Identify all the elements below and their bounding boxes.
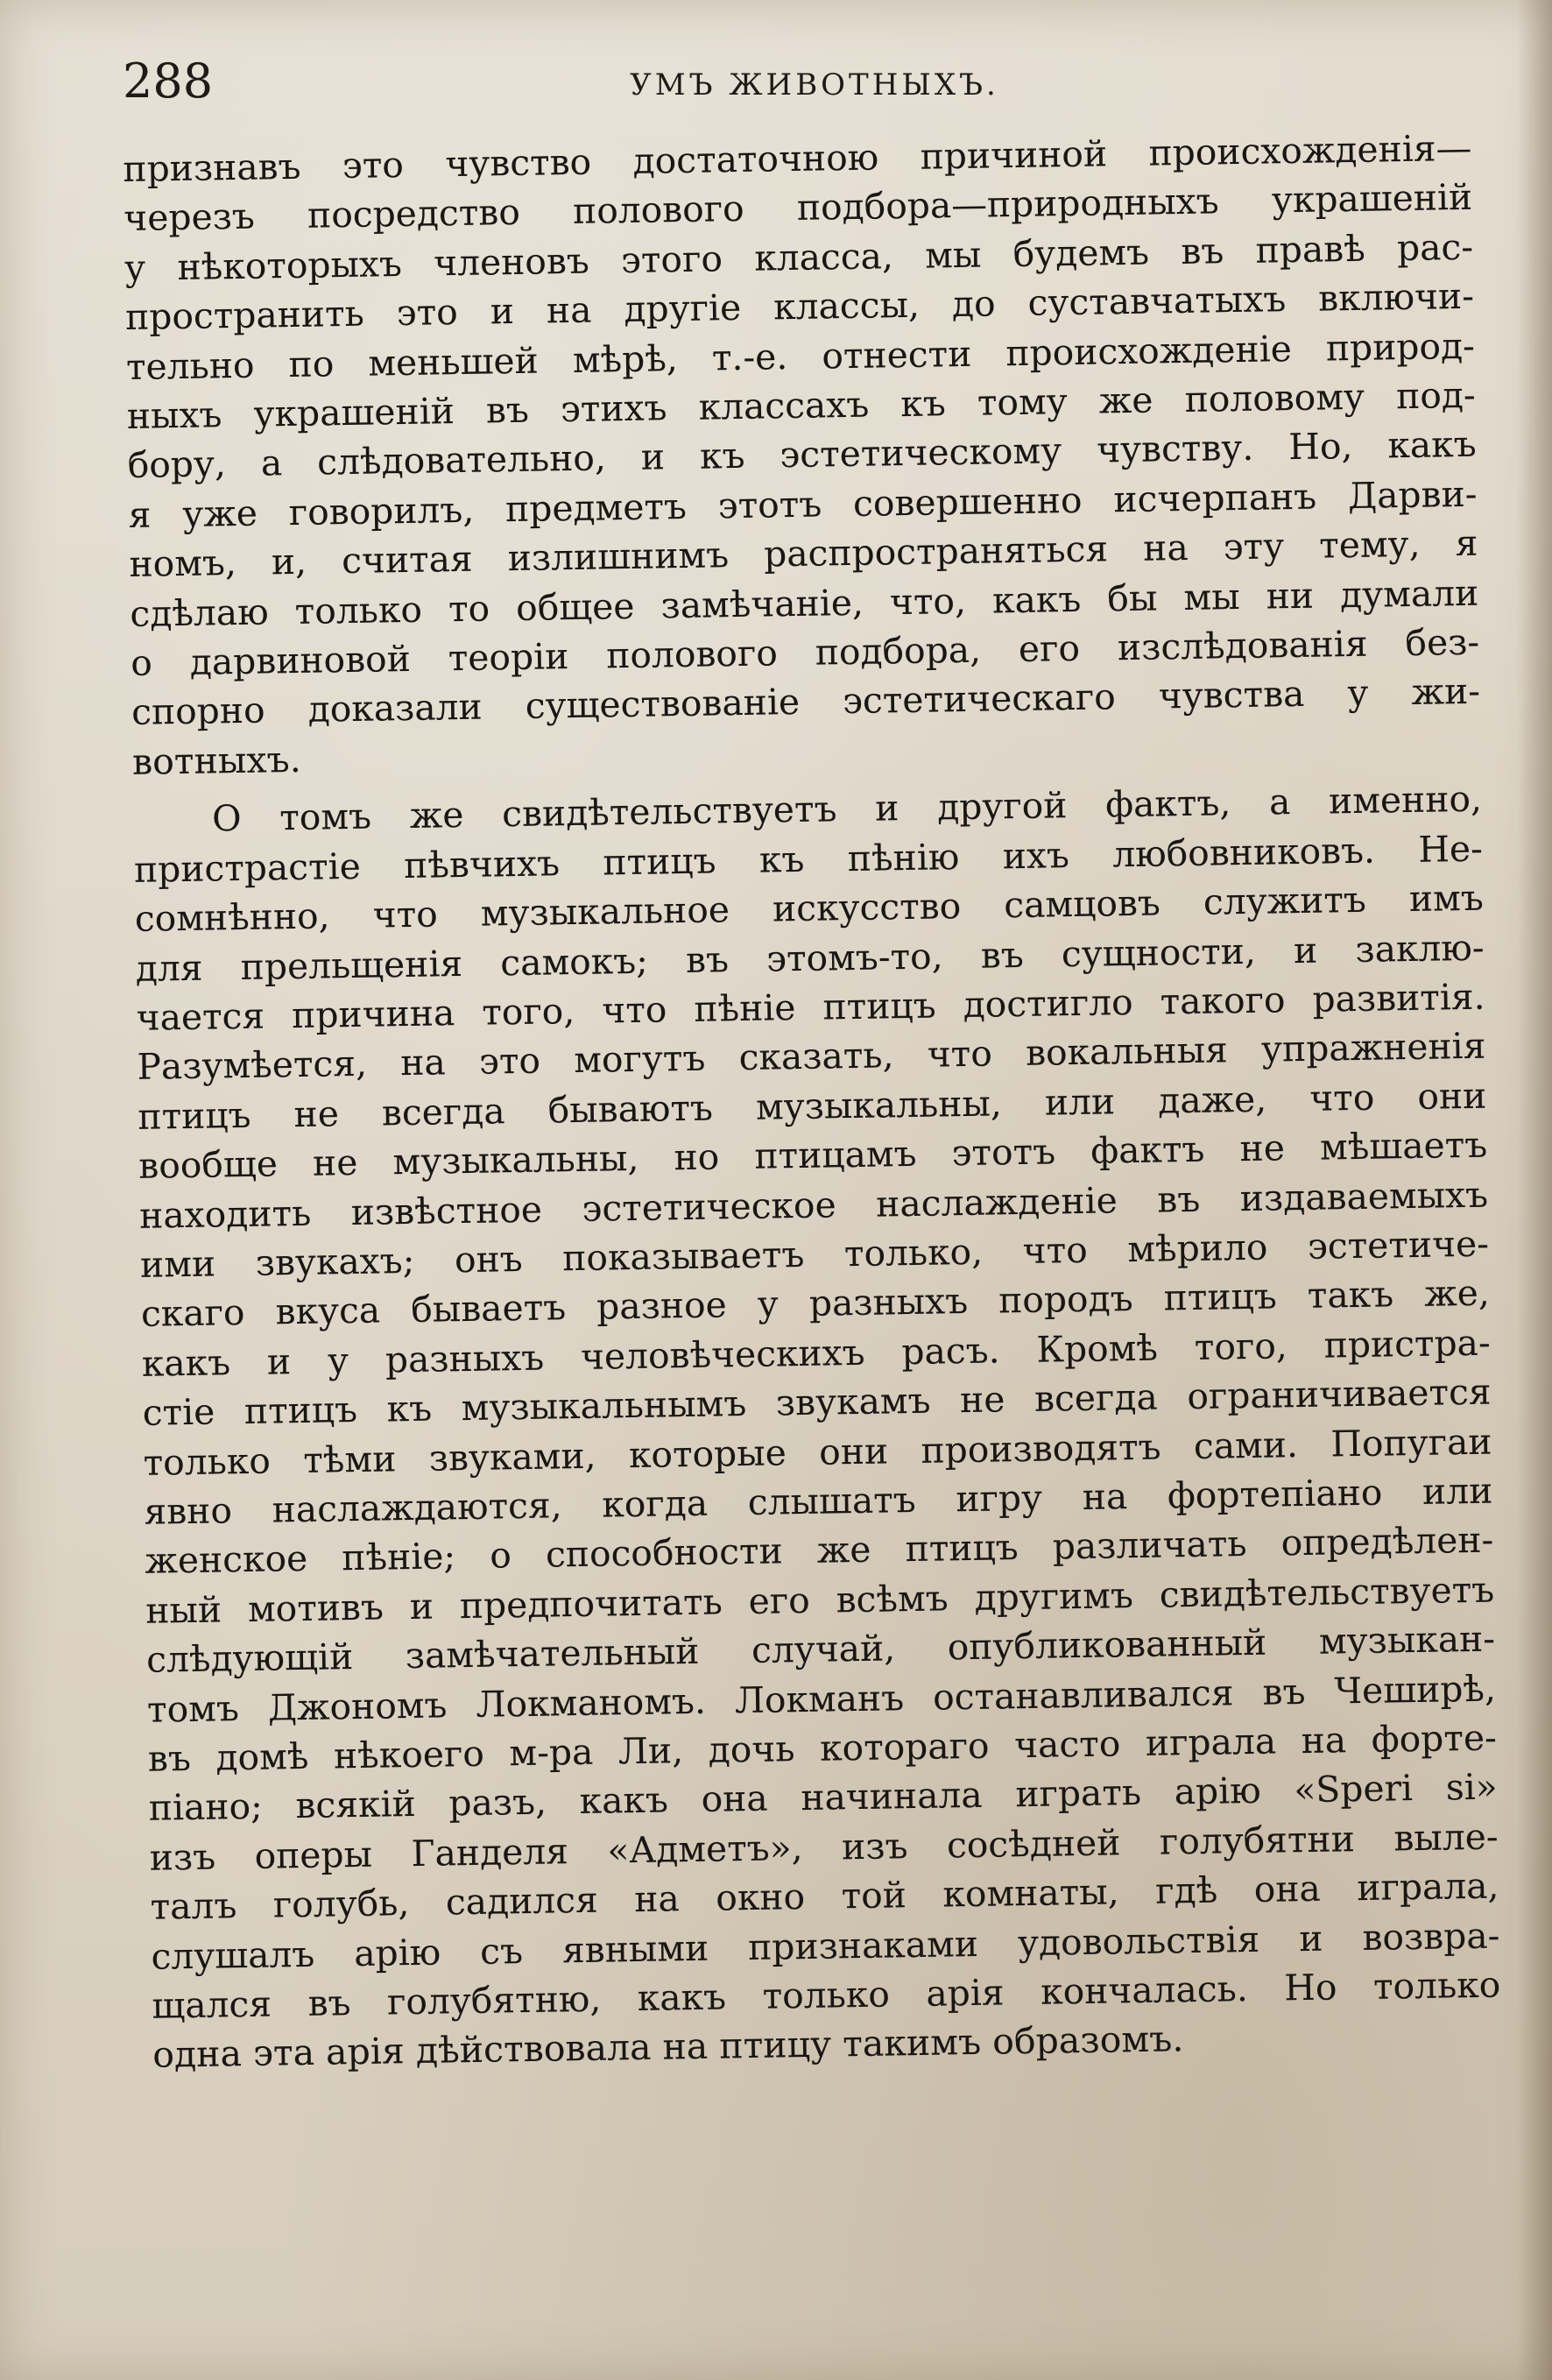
text-line: талъ голубь, садился на окно той комнаты, гдѣ она играла, bbox=[150, 1864, 1499, 1928]
text-line: Разумѣется, на это могутъ сказать, что вокальныя упражненія bbox=[137, 1024, 1486, 1089]
text-line: женское пѣніе; о способности же птицъ различать опредѣлен- bbox=[145, 1518, 1494, 1583]
page-number: 288 bbox=[123, 53, 214, 109]
text-line: находить извѣстное эстетическое наслажденіе въ издаваемыхъ bbox=[138, 1173, 1489, 1237]
text-line: скаго вкуса бываетъ разное у разныхъ породъ птицъ такъ же, bbox=[140, 1271, 1491, 1336]
text-line: ими звукахъ; онъ показываетъ только, что мѣрило эстетиче- bbox=[139, 1222, 1490, 1286]
text-line: щался въ голубятню, какъ только арія кончалась. Но только bbox=[152, 1963, 1501, 2027]
text-line: ный мотивъ и предпочитать его всѣмъ другимъ свидѣтельствуетъ bbox=[145, 1568, 1495, 1632]
text-line: у нѣкоторыхъ членовъ этого класса, мы будемъ въ правѣ рас- bbox=[123, 225, 1474, 289]
text-line: тельно по меньшей мѣрѣ, т.-е. отнести происхожденіе природ- bbox=[125, 324, 1476, 388]
text-line: бору, а слѣдовательно, и къ эстетическому чувству. Но, какъ bbox=[127, 423, 1477, 487]
text-line: слушалъ арію съ явными признаками удовольствія и возвра- bbox=[151, 1914, 1500, 1978]
text-line: пространить это и на другіе классы, до суставчатыхъ включи- bbox=[124, 275, 1475, 339]
text-line: птицъ не всегда бываютъ музыкальны, или даже, что они bbox=[138, 1074, 1487, 1138]
text-line: о дарвиновой теоріи полового подбора, его изслѣдованія без- bbox=[130, 620, 1480, 684]
text-line: какъ и у разныхъ человѣческихъ расъ. Кромѣ того, пристра- bbox=[141, 1321, 1492, 1385]
text-line: ныхъ украшеній въ этихъ классахъ къ тому же половому под- bbox=[126, 373, 1477, 437]
text-line: только тѣми звуками, которые они производятъ сами. Попугаи bbox=[143, 1420, 1492, 1484]
text-line: піано; всякій разъ, какъ она начинала играть арію «Speri si» bbox=[148, 1765, 1499, 1830]
text-line: стіе птицъ къ музыкальнымъ звукамъ не всегда ограничивается bbox=[142, 1370, 1492, 1434]
text-line: въ домѣ нѣкоего м-ра Ли, дочь котораго часто играла на форте- bbox=[147, 1716, 1498, 1780]
text-line: изъ оперы Ганделя «Адметъ», изъ сосѣдней голубятни выле- bbox=[149, 1815, 1499, 1879]
running-head: УМЪ ЖИВОТНЫХЪ. bbox=[630, 67, 999, 102]
text-line: для прельщенія самокъ; въ этомъ-то, въ сущности, и заклю- bbox=[135, 926, 1485, 990]
text-line: явно наслаждаются, когда слышатъ игру на фортепіано или bbox=[144, 1469, 1493, 1533]
text-line: я уже говорилъ, предметъ этотъ совершенно исчерпанъ Дарви- bbox=[128, 472, 1478, 536]
text-line: сдѣлаю только то общее замѣчаніе, что, какъ бы мы ни думали bbox=[130, 571, 1479, 635]
text-line: номъ, и, считая излишнимъ распространяться на эту тему, я bbox=[129, 522, 1478, 586]
text-line: О томъ же свидѣтельствуетъ и другой фактъ, а именно, bbox=[211, 777, 1483, 840]
text-line: признавъ это чувство достаточною причиной происхожденія— bbox=[123, 126, 1472, 190]
text-line: чается причина того, что пѣніе птицъ достигло такого развитія. bbox=[136, 975, 1485, 1039]
paragraph-1 bbox=[123, 124, 1481, 787]
text-line: пристрастіе пѣвчихъ птицъ къ пѣнію ихъ любовниковъ. Не- bbox=[133, 827, 1484, 891]
text-line: одна эта арія дѣйствовала на птицу такимъ образомъ. bbox=[152, 2017, 1184, 2077]
text-line: черезъ посредство полового подбора—природныхъ украшеній bbox=[123, 176, 1473, 240]
text-line: вотныхъ. bbox=[131, 738, 302, 783]
page-edge-shadow bbox=[1517, 0, 1552, 2380]
text-line: сомнѣнно, что музыкальное искусство самцовъ служитъ имъ bbox=[134, 876, 1485, 940]
page-header bbox=[123, 51, 1471, 112]
text-line: томъ Джономъ Локманомъ. Локманъ останавливался въ Чеширѣ, bbox=[146, 1667, 1497, 1731]
text-line: вообще не музыкальны, но птицамъ этотъ фактъ не мѣшаетъ bbox=[138, 1123, 1488, 1187]
body-text bbox=[123, 124, 1502, 2080]
text-line: слѣдующій замѣчательный случай, опубликованный музыкан- bbox=[145, 1617, 1496, 1681]
text-line: спорно доказали существованіе эстетическаго чувства у жи- bbox=[131, 670, 1481, 734]
paragraph-2 bbox=[133, 774, 1502, 2080]
